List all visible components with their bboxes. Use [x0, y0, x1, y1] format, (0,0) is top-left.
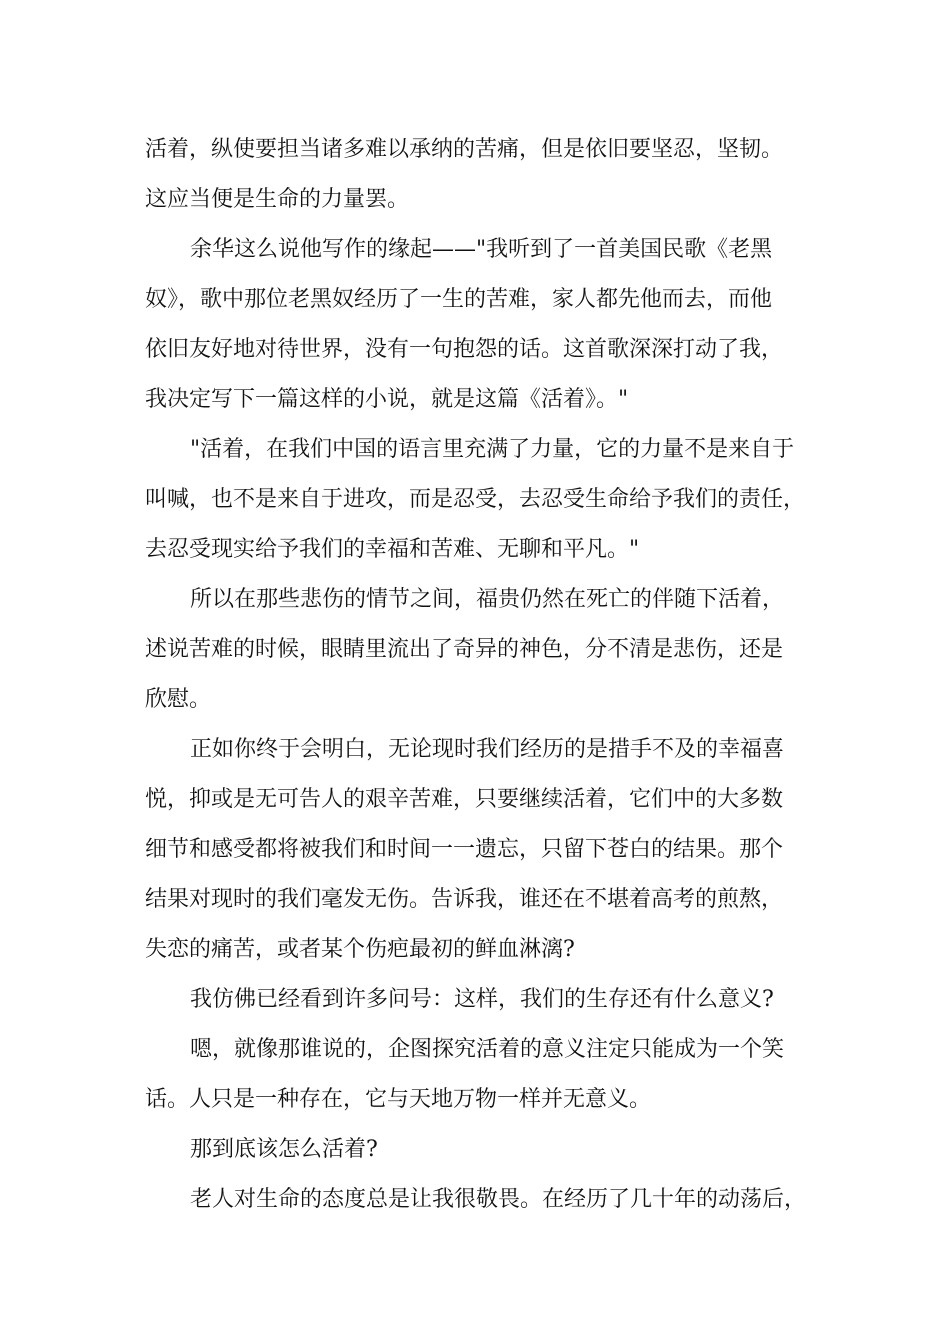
text-line: 失恋的痛苦，或者某个伤疤最初的鲜血淋漓?: [145, 937, 575, 962]
text-line: 奴》，歌中那位老黑奴经历了一生的苦难，家人都先他而去，而他: [145, 287, 773, 312]
text-line: 叫喊，也不是来自于进攻，而是忍受，去忍受生命给予我们的责任，: [145, 487, 806, 512]
text-line: 那到底该怎么活着?: [190, 1137, 378, 1162]
text-line: 所以在那些悲伤的情节之间，福贵仍然在死亡的伴随下活着，: [190, 587, 785, 612]
text-line: 述说苦难的时候，眼睛里流出了奇异的神色，分不清是悲伤，还是: [145, 637, 784, 662]
text-line: 细节和感受都将被我们和时间一一遗忘，只留下苍白的结果。那个: [145, 837, 784, 862]
text-line: 正如你终于会明白，无论现时我们经历的是措手不及的幸福喜: [190, 737, 785, 762]
text-line: 悦，抑或是无可告人的艰辛苦难，只要继续活着，它们中的大多数: [145, 787, 784, 812]
text-line: 欣慰。: [145, 687, 212, 712]
text-line: "活着，在我们中国的语言里充满了力量，它的力量不是来自于: [190, 437, 795, 462]
text-line: 老人对生命的态度总是让我很敬畏。在经历了几十年的动荡后，: [190, 1187, 807, 1212]
text-line: 余华这么说他写作的缘起——"我听到了一首美国民歌《老黑: [190, 237, 773, 262]
text-line: 我决定写下一篇这样的小说，就是这篇《活着》。": [145, 387, 629, 412]
text-line: 依旧友好地对待世界，没有一句抱怨的话。这首歌深深打动了我，: [145, 337, 784, 362]
text-line: 嗯，就像那谁说的，企图探究活着的意义注定只能成为一个笑: [190, 1037, 785, 1062]
text-line: 我仿佛已经看到许多问号：这样，我们的生存还有什么意义?: [190, 987, 774, 1012]
text-line: 这应当便是生命的力量罢。: [145, 187, 410, 212]
text-line: 话。人只是一种存在，它与天地万物一样并无意义。: [145, 1087, 652, 1112]
text-line: 去忍受现实给予我们的幸福和苦难、无聊和平凡。": [145, 537, 640, 562]
text-line: 结果对现时的我们毫发无伤。告诉我，谁还在不堪着高考的煎熬，: [145, 887, 784, 912]
text-line: 活着，纵使要担当诸多难以承纳的苦痛，但是依旧要坚忍，坚韧。: [145, 137, 784, 162]
